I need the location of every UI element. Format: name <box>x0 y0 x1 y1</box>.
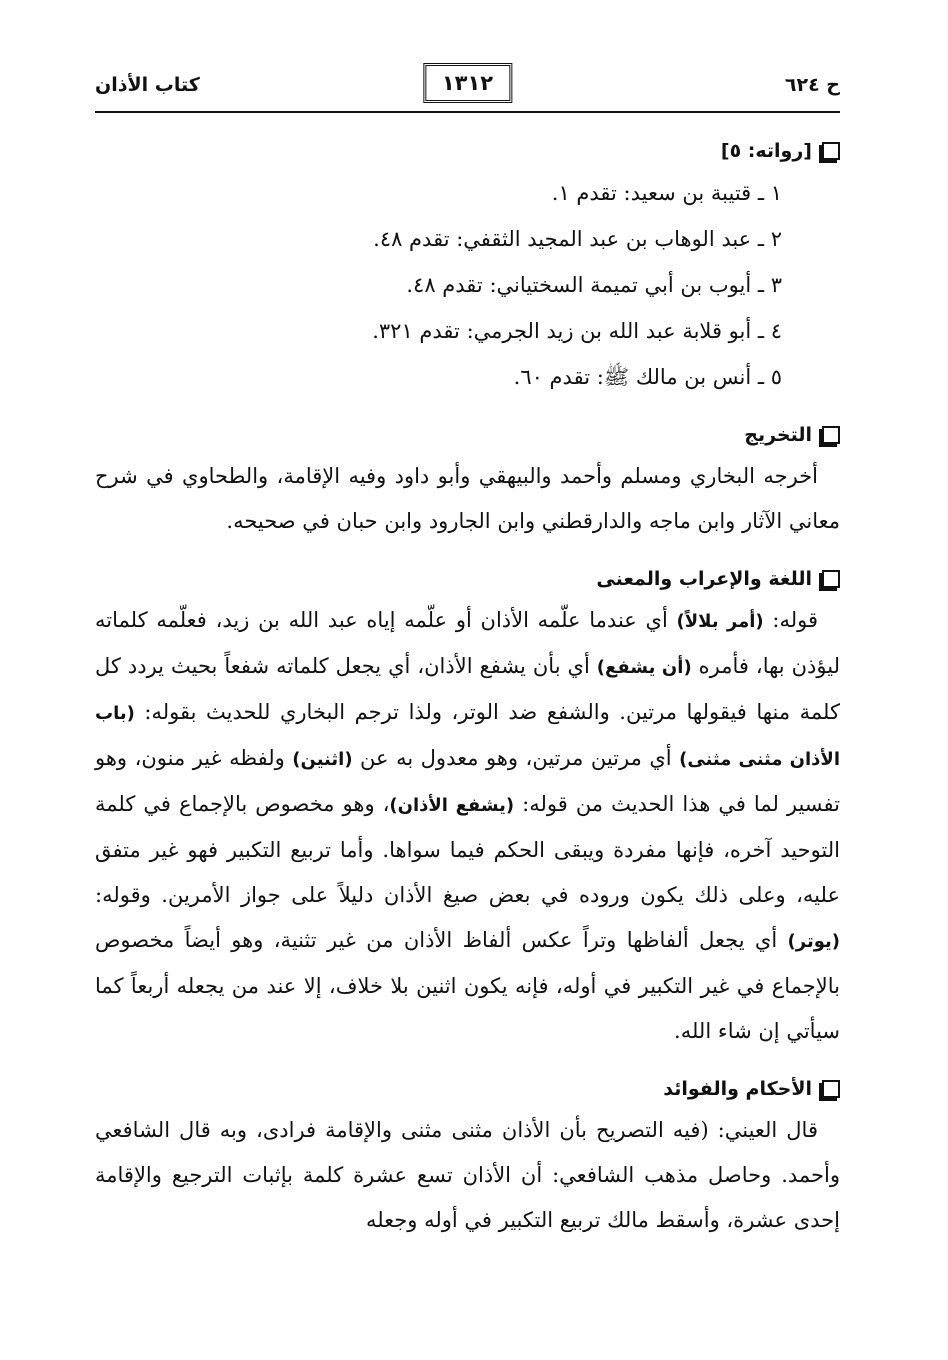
list-item: ٢ ـ عبد الوهاب بن عبد المجيد الثقفي: تقدم ٤٨. <box>373 227 782 251</box>
page-header <box>95 60 840 116</box>
text-run: أي بأن يشفع الأذان، أي يجعل كلماته شفعاً بحيث يردد كل كلمة منها فيقولها مرتين. والشفع ضد الوتر، ولذا ترجم البخاري للحديث بقوله: <box>95 654 840 724</box>
list-item: ٤ ـ أبو قلابة عبد الله بن زيد الجرمي: تقدم ٣٢١. <box>372 319 782 343</box>
checkbox-square-icon <box>822 142 840 160</box>
checkbox-square-icon <box>822 426 840 444</box>
language-section <box>95 566 840 1054</box>
text-run: أي مرتين مرتين، وهو معدول به عن <box>352 746 680 770</box>
highlighted-term: (اثنين) <box>292 749 353 770</box>
text-run: ولفظه غير منون، وهو تفسير لما في هذا الحديث من قوله: <box>95 746 840 816</box>
text-run: ، وهو مخصوص بالإجماع في كلمة التوحيد آخره، فإنها مفردة ويبقى الحكم فيما سواها. وأما تربيع التكبير فهو غير متفق عليه، وعلى ذلك يكون وروده في بعض صيغ الأذان دليلاً على جواز الأمرين. وقوله: <box>95 792 840 907</box>
rulings-title: الأحكام والفوائد <box>663 1078 812 1100</box>
highlighted-term: (أمر بلالاً) <box>676 611 764 632</box>
rulings-paragraph <box>95 1108 840 1243</box>
text-run: قوله: <box>763 608 819 632</box>
takhrij-section <box>95 422 840 544</box>
highlighted-term: (باب الأذان مثنى مثنى) <box>95 703 840 770</box>
text-run: أي يجعل ألفاظها وتراً عكس ألفاظ الأذان من غير تثنية، وهو أيضاً مخصوص بالإجماع في غير التكبير في أوله، فإنه يكون اثنين بلا خلاف، إلا عند من يجعله أربعاً كما سيأتي إن شاء الله. <box>95 928 840 1043</box>
checkbox-square-icon <box>822 570 840 588</box>
header-divider <box>95 111 840 113</box>
book-page <box>95 60 840 1350</box>
highlighted-term: (يوتر) <box>787 931 840 952</box>
text-run: أي عندما علّمه الأذان أو علّمه إياه عبد الله بن زيد، فعلّمه كلماته ليؤذن بها، فأمره <box>95 608 840 678</box>
takhrij-title: التخريج <box>744 424 812 446</box>
narrators-list <box>95 170 782 400</box>
list-item: ٥ ـ أنس بن مالك ﷺ: تقدم ٦٠. <box>513 365 782 389</box>
takhrij-heading <box>95 422 840 448</box>
highlighted-term: (أن يشفع) <box>596 657 692 678</box>
language-paragraph <box>95 598 840 1054</box>
highlighted-term: (يشفع الأذان) <box>389 795 515 816</box>
checkbox-square-icon <box>822 1080 840 1098</box>
list-item: ١ ـ قتيبة بن سعيد: تقدم ١. <box>551 181 782 205</box>
page-reference: ح ٦٢٤ <box>784 74 840 96</box>
narrators-section <box>95 138 840 400</box>
rulings-section <box>95 1076 840 1243</box>
language-title: اللغة والإعراب والمعنى <box>596 568 812 590</box>
book-title: كتاب الأذان <box>95 74 200 96</box>
narrators-title: [رواته: ٥] <box>720 140 812 162</box>
rulings-heading <box>95 1076 840 1102</box>
narrators-heading <box>95 138 840 164</box>
hadith-number-badge: ١٣١٢ <box>423 63 512 103</box>
list-item: ٣ ـ أيوب بن أبي تميمة السختياني: تقدم ٤٨. <box>406 273 782 297</box>
rulings-text: قال العيني: (فيه التصريح بأن الأذان مثنى مثنى والإقامة فرادى، وبه قال الشافعي وأحمد. وحاصل مذهب الشافعي: أن الأذان تسع عشرة كلمة بإثبات الترجيع والإقامة إحدى عشرة، وأسقط مالك تربيع التكبير في أوله وجعله <box>95 1118 840 1232</box>
takhrij-paragraph <box>95 454 840 544</box>
language-heading <box>95 566 840 592</box>
takhrij-text: أخرجه البخاري ومسلم وأحمد والبيهقي وأبو داود وفيه الإقامة، والطحاوي في شرح معاني الآثار وابن ماجه والدارقطني وابن الجارود وابن حبان في صحيحه. <box>95 464 840 533</box>
